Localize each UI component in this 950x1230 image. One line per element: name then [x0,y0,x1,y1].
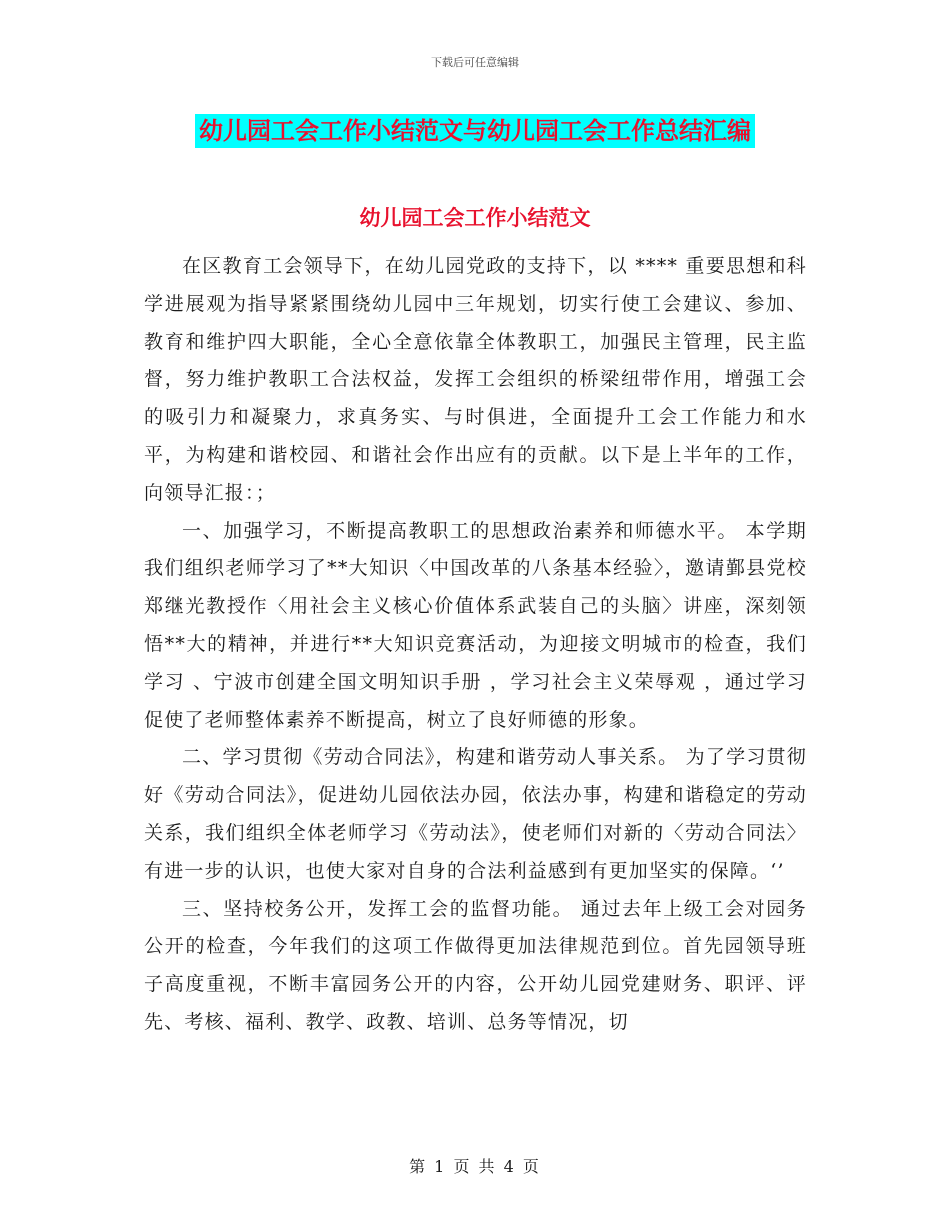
document-body [144,248,807,1042]
page-footer: 第 1 页 共 4 页 [409,1157,541,1176]
paragraph-section-2: 二、学习贯彻《劳动合同法》，构建和谐劳动人事关系。 为了学习贯彻好《劳动合同法》，促进幼儿园依法办园，依法办事，构建和谐稳定的劳动关系，我们组织全体老师学习《劳动法》，使老师们对新的〈劳动合同法〉有进一步的认识，也使大家对自身的合法利益感到有更加坚实的保障。‘’ [144,746,807,882]
paragraph-section-1: 一、加强学习，不断提高教职工的思想政治素养和师德水平。 本学期我们组织老师学习了**大知识〈中国改革的八条基本经验〉，邀请鄞县党校郑继光教授作〈用社会主义核心价值体系武装自己的头脑〉讲座，深刻领悟**大的精神，并进行**大知识竞赛活动，为迎接文明城市的检查，我们学习 、宁波市创建全国文明知识手册 ，学习社会主义荣辱观 ，通过学习促使了老师整体素养不断提高，树立了良好师德的形象。 [144,519,807,731]
document-main-title: 幼儿园工会工作小结范文与幼儿园工会工作总结汇编 [195,114,755,148]
paragraph-intro: 在区教育工会领导下，在幼儿园党政的支持下，以 **** 重要思想和科学进展观为指导紧紧围绕幼儿园中三年规划，切实行使工会建议、参加、教育和维护四大职能，全心全意依靠全体教职工，加强民主管理，民主监督，努力维护教职工合法权益，发挥工会组织的桥梁纽带作用，增强工会的吸引力和凝聚力，求真务实、与时俱进，全面提升工会工作能力和水平，为构建和谐校园、和谐社会作出应有的贡献。以下是上半年的工作，向领导汇报：； [144,255,807,504]
paragraph-section-3: 三、坚持校务公开，发挥工会的监督功能。 通过去年上级工会对园务公开的检查，今年我们的这项工作做得更加法律规范到位。首先园领导班子高度重视，不断丰富园务公开的内容，公开幼儿园党建财务、职评、评先、考核、福利、教学、政教、培训、总务等情况，切 [144,897,807,1033]
document-sub-title: 幼儿园工会工作小结范文 [359,206,591,230]
header-note: 下载后可任意编辑 [431,56,519,69]
